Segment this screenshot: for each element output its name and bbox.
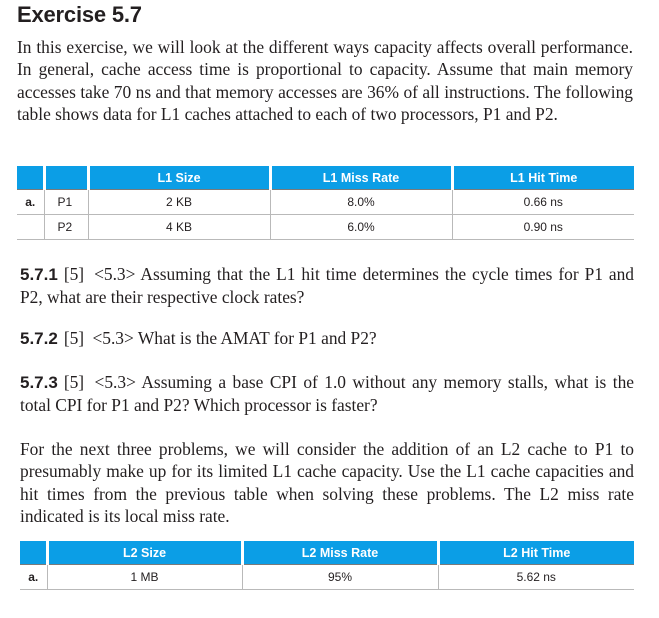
l2-hit-time-cell: 5.62 ns [438, 565, 634, 590]
question-number: 5.7.3 [20, 373, 58, 392]
l2-header-miss-rate: L2 Miss Rate [242, 541, 438, 565]
l1-header-size: L1 Size [88, 166, 270, 190]
l1-hit-time-cell: 0.66 ns [452, 190, 634, 215]
l2-intro-paragraph: For the next three problems, we will consider the addition of an L2 cache to P1 to presumably make up for its limited L1 cache capacity. Use the L1 cache capacities and hit times from the previous table when solving these problems. The L2 miss rate indicated is its local miss rate. [20, 439, 634, 526]
l1-miss-rate-cell: 8.0% [270, 190, 452, 215]
processor-name: P2 [44, 215, 88, 240]
l2-cache-table [20, 541, 634, 590]
l2-header-hit-time: L2 Hit Time [438, 541, 634, 565]
table-row [17, 190, 634, 215]
l1-size-cell: 4 KB [88, 215, 270, 240]
question-points: [5] [63, 372, 85, 392]
question-text: Assuming a base CPI of 1.0 without any memory stalls, what is the total CPI for P1 and P2? Which processor is faster? [20, 372, 634, 416]
l2-table-header-row [20, 541, 634, 565]
l1-header-label-blank [17, 166, 44, 190]
question-5-7-1 [20, 263, 634, 309]
exercise-title: Exercise 5.7 [17, 2, 142, 27]
question-section: <5.3> [94, 372, 136, 392]
row-label [17, 215, 44, 240]
l2-miss-rate-cell: 95% [242, 565, 438, 590]
l1-cache-table [17, 166, 634, 240]
intro-paragraph: In this exercise, we will look at the different ways capacity affects overall performance. In general, cache access time is proportional to capacity. Assume that main memory accesses take 70 ns and that memory accesses are 36% of all instructions. The following table shows data for L1 caches attached to each of two processors, P1 and P2. [17, 37, 633, 124]
question-number: 5.7.1 [20, 265, 58, 284]
question-text: Assuming that the L1 hit time determines the cycle times for P1 and P2, what are their respective clock rates? [20, 264, 634, 308]
row-label: a. [20, 565, 47, 590]
l1-size-cell: 2 KB [88, 190, 270, 215]
question-points: [5] [63, 328, 85, 348]
l1-header-hit-time: L1 Hit Time [452, 166, 634, 190]
l1-miss-rate-cell: 6.0% [270, 215, 452, 240]
l2-size-cell: 1 MB [47, 565, 242, 590]
l1-table-header-row [17, 166, 634, 190]
question-section: <5.3> [92, 328, 134, 348]
table-row [17, 215, 634, 240]
l1-header-miss-rate: L1 Miss Rate [270, 166, 452, 190]
l2-header-size: L2 Size [47, 541, 242, 565]
question-number: 5.7.2 [20, 329, 58, 348]
l2-header-label-blank [20, 541, 47, 565]
question-5-7-3 [20, 371, 634, 417]
table-row [20, 565, 634, 590]
row-label: a. [17, 190, 44, 215]
question-text: What is the AMAT for P1 and P2? [137, 328, 377, 348]
processor-name: P1 [44, 190, 88, 215]
question-points: [5] [63, 264, 85, 284]
question-section: <5.3> [94, 264, 136, 284]
l1-header-proc-blank [44, 166, 88, 190]
question-5-7-2 [20, 327, 634, 350]
l1-hit-time-cell: 0.90 ns [452, 215, 634, 240]
